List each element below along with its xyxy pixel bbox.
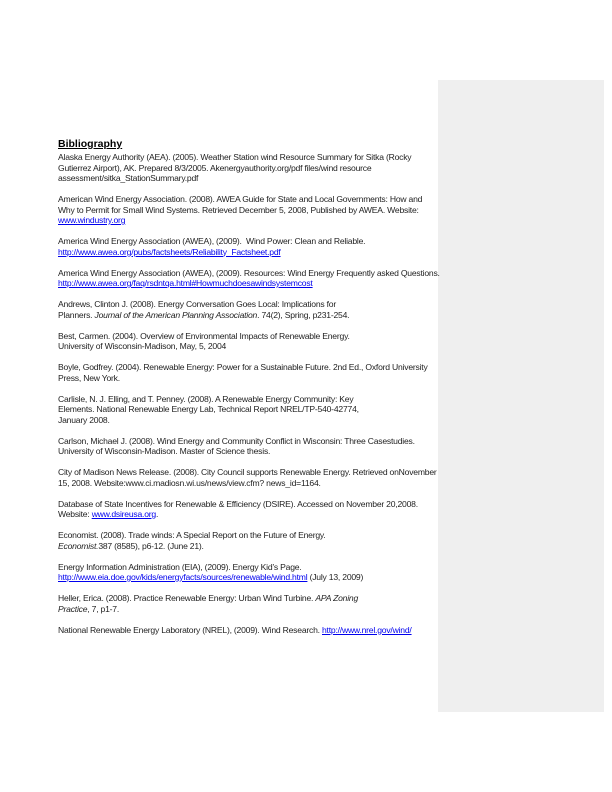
hyperlink[interactable]: www.windustry.org (58, 215, 126, 225)
hyperlink[interactable]: http://www.awea.org/faq/rsdntqa.html#Howmuchdoesawindsystemcost (58, 278, 313, 288)
entry-line (58, 247, 440, 258)
entry-line (58, 331, 440, 342)
bibliography-entry (58, 467, 440, 488)
entry-line (58, 341, 440, 352)
text: . (156, 509, 159, 519)
entry-line (58, 236, 440, 247)
bibliography-entries (58, 152, 440, 635)
text: Elements. National Renewable Energy Lab, Technical Report NREL/TP-540-42774, (58, 404, 359, 414)
entry-line (58, 467, 440, 478)
bibliography-entry (58, 236, 440, 257)
hyperlink[interactable]: http://www.nrel.gov/wind/ (322, 624, 412, 635)
entry-line (58, 604, 440, 615)
text: 15, 2008. Website:www.ci.madiosn.wi.us/news/view.cfm? news_id=1164. (58, 477, 321, 488)
italic-text: Economist. (58, 540, 99, 551)
text: Heller, Erica. (2008). Practice Renewable Energy: Urban Wind Turbine. (58, 593, 316, 603)
text: Energy Information Administration (EIA), (2009). Energy Kid’s Page. (58, 561, 302, 572)
text: National Renewable Energy Laboratory (NREL), (2009). Wind Research. (58, 624, 322, 635)
entry-line (58, 530, 440, 541)
text: America Wind Energy Association (AWEA), (2009). Wind Power: Clean and Reliable. (58, 236, 366, 246)
entry-line (58, 478, 440, 489)
text: January 2008. (58, 414, 110, 425)
entry-line (58, 194, 440, 205)
bibliography-entry (58, 625, 440, 636)
hyperlink[interactable]: www.dsireusa.org (91, 509, 156, 519)
text: University of Wisconsin-Madison. Master of Science thesis. (58, 446, 271, 456)
entry-line (58, 415, 440, 426)
entry-line (58, 268, 440, 279)
entry-line (58, 436, 440, 447)
entry-line (58, 299, 440, 310)
text: Alaska Energy Authority (AEA). (2005). Weather Station wind Resource Summary for Sitka (Rocky (58, 152, 412, 162)
text: Best, Carmen. (2004). Overview of Environmental Impacts of Renewable Energy. (58, 330, 350, 341)
entry-line (58, 373, 440, 384)
entry-line (58, 499, 440, 510)
text: Database of State Incentives for Renewable & Efficiency (DSIRE). Accessed on November 20,2008. (58, 498, 418, 509)
entry-line (58, 278, 440, 289)
text: University of Wisconsin-Madison, May, 5, 2004 (58, 341, 227, 351)
entry-line (58, 163, 440, 174)
entry-line (58, 394, 440, 405)
bibliography-entry (58, 593, 440, 614)
text: City of Madison News Release. (2008). City Council supports Renewable Energy. Retrieved onNovember (58, 467, 437, 477)
entry-line (58, 404, 440, 415)
italic-text: APA Zoning (315, 593, 359, 603)
entry-line (58, 593, 440, 604)
entry-line (58, 625, 440, 636)
italic-text: Practice (58, 603, 88, 614)
text: Gutierrez Airport), AK. Prepared 8/3/2005. Akenergyauthority.org/pdf files/wind resource (58, 162, 372, 173)
hyperlink[interactable]: http://www.eia.doe.gov/kids/energyfacts/sources/renewable/wind.html (58, 572, 308, 582)
text: 387 (8585), p6-12. (June 21). (98, 540, 204, 551)
text: Carlson, Michael J. (2008). Wind Energy and Community Conflict in Wisconsin: Three Casestudies. (58, 435, 415, 446)
bibliography-entry (58, 499, 440, 520)
text: Carlisle, N. J. Elling, and T. Penney. (2008). A Renewable Energy Community: Key (58, 393, 354, 404)
text: , 7, p1-7. (87, 603, 120, 614)
bibliography-entry (58, 152, 440, 184)
bibliography-heading: Bibliography (58, 138, 123, 150)
bibliography-entry (58, 268, 440, 289)
entry-line (58, 215, 440, 226)
text: assessment/sitka_StationSummary.pdf (58, 173, 199, 183)
entry-line (58, 446, 440, 457)
entry-line (58, 173, 440, 184)
bibliography-entry (58, 331, 440, 352)
text: Planners. (58, 309, 95, 320)
text: Website: (58, 509, 92, 519)
entry-line (58, 152, 440, 163)
entry-line (58, 541, 440, 552)
text: American Wind Energy Association. (2008). AWEA Guide for State and Local Governments: How and (58, 194, 423, 204)
bibliography-entry (58, 394, 440, 426)
entry-line (58, 562, 440, 573)
text: Economist. (2008). Trade winds: A Special Report on the Future of Energy. (58, 530, 326, 540)
bibliography-entry (58, 562, 440, 583)
text: Why to Permit for Small Wind Systems. Retrieved December 5, 2008, Published by AWEA. Website: (58, 204, 419, 215)
side-placeholder-panel (438, 80, 604, 712)
italic-text: Journal of the American Planning Association (94, 309, 258, 320)
text: . 74(2), Spring, p231-254. (257, 309, 350, 320)
text: Boyle, Godfrey. (2004). Renewable Energy: Power for a Sustainable Future. 2nd Ed., Oxford University (58, 362, 428, 372)
bibliography-entry (58, 299, 440, 320)
text: Andrews, Clinton J. (2008). Energy Conversation Goes Local: Implications for (58, 299, 336, 309)
entry-line (58, 362, 440, 373)
hyperlink[interactable]: http://www.awea.org/pubs/factsheets/Reliability_Factsheet.pdf (58, 246, 281, 257)
bibliography-entry (58, 530, 440, 551)
bibliography-entry (58, 436, 440, 457)
bibliography-section (58, 138, 440, 646)
entry-line (58, 572, 440, 583)
entry-line (58, 205, 440, 216)
bibliography-entry (58, 194, 440, 226)
entry-line (58, 310, 440, 321)
text: (July 13, 2009) (307, 572, 364, 582)
entry-line (58, 509, 440, 520)
bibliography-entry (58, 362, 440, 383)
text: America Wind Energy Association (AWEA), (2009). Resources: Wind Energy Frequently asked Questions. (58, 267, 440, 278)
text: Press, New York. (58, 372, 120, 383)
